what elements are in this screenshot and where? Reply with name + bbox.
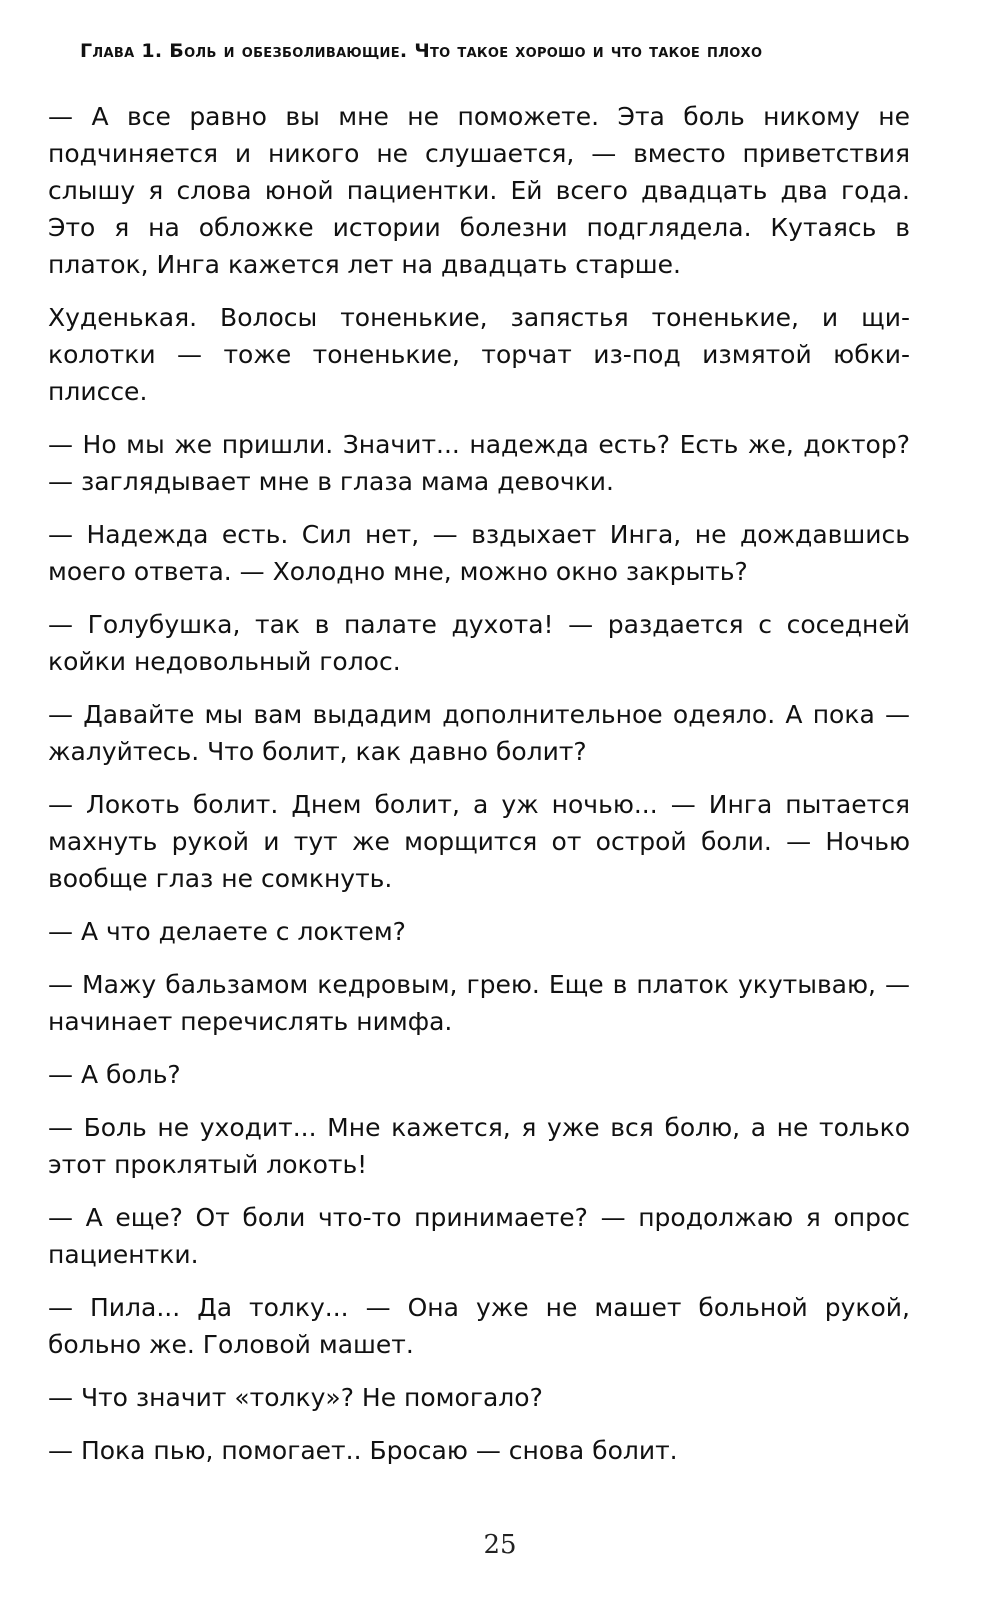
paragraph: — Мажу бальзамом кедровым, грею. Еще в платок укутываю, — начинает перечислять нимфа. — [48, 970, 910, 1036]
paragraph: — Но мы же пришли. Значит... надежда есть? Есть же, доктор? — заглядывает мне в глаза мама девочки. — [48, 430, 910, 496]
paragraph: — Давайте мы вам выдадим дополнительное одеяло. А пока — жалуйтесь. Что болит, как давно болит? — [48, 700, 910, 766]
paragraph: — Боль не уходит... Мне кажется, я уже вся болю, а не только этот проклятый локоть! — [48, 1113, 910, 1179]
page-number: 25 — [483, 1530, 517, 1560]
paragraph: — А что делаете с локтем? — [48, 917, 406, 946]
paragraph: — Надежда есть. Сил нет, — вздыхает Инга, не дождавшись моего ответа. — Холодно мне, можно окно закрыть? — [48, 520, 910, 586]
body-text — [48, 98, 910, 1485]
paragraph: — А боль? — [48, 1060, 181, 1089]
running-head: Глава 1. Боль и обезболивающие. Что такое хорошо и что такое плохо — [80, 40, 763, 62]
paragraph: — Пила... Да толку... — Она уже не машет больной рукой, больно же. Головой машет. — [48, 1293, 910, 1359]
paragraph: — Голубушка, так в палате духота! — раздается с соседней койки недовольный голос. — [48, 610, 910, 676]
paragraph: — А все равно вы мне не поможете. Эта боль никому не подчиняется и никого не слушается, — вместо приветствия слышу я слова юной пациентки. Ей всего двадцать два года. Это я на обложке истории болезни подглядела. Кутаясь в платок, Инга кажется лет на двадцать старше. — [48, 102, 910, 279]
paragraph: — Пока пью, помогает.. Бросаю — снова болит. — [48, 1436, 678, 1465]
paragraph: — Что значит «толку»? Не помогало? — [48, 1383, 543, 1412]
paragraph: Худенькая. Волосы тоненькие, запястья тоненькие, и щиколотки — тоже тоненькие, торчат из-под измятой юбки-плиссе. — [48, 303, 910, 406]
paragraph: — А еще? От боли что-то принимаете? — продолжаю я опрос пациентки. — [48, 1203, 910, 1269]
paragraph: — Локоть болит. Днем болит, а уж ночью... — Инга пытается махнуть рукой и тут же морщится от острой боли. — Ночью вообще глаз не сомкнуть. — [48, 790, 910, 893]
